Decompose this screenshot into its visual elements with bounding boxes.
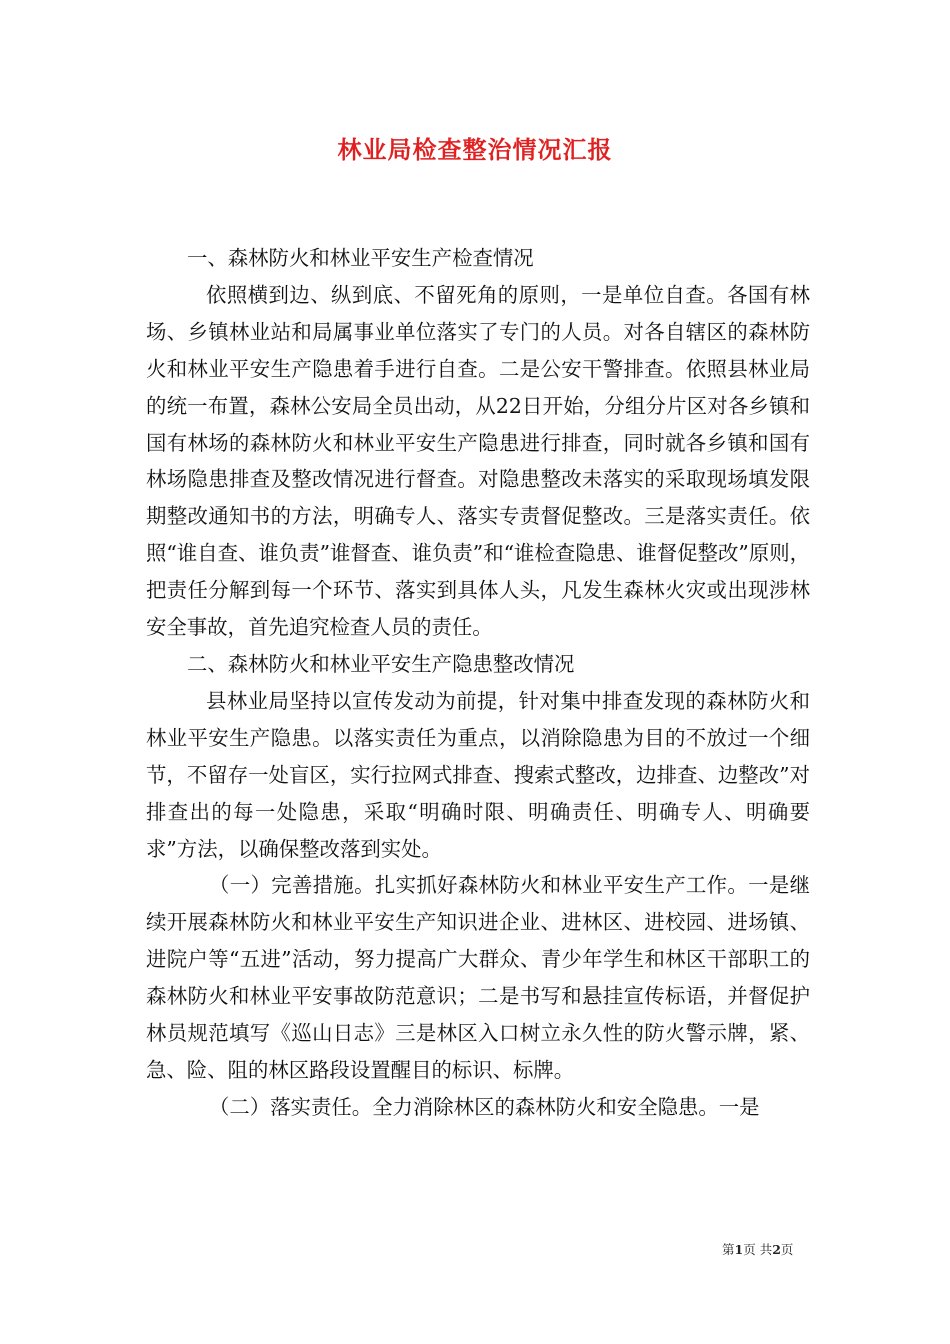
footer-middle: 页 共	[743, 1242, 773, 1257]
subparagraph-improve-measures: （一）完善措施。扎实抓好森林防火和林业平安生产工作。一是继续开展森林防火和林业平安生产知识进企业、进林区、进校园、进场镇、进院户等“五进”活动，努力提高广大群众、青少年学生和林区干部职工的森林防火和林业平安事故防范意识；二是书写和悬挂宣传标语，并督促护林员规范填写《巡山日志》三是林区入口树立永久性的防火警示牌，紧、急、险、阻的林区路段设置醒目的标识、标牌。	[146, 873, 810, 1082]
footer-total-pages: 2	[772, 1242, 781, 1257]
footer-current-page: 1	[734, 1242, 744, 1257]
subparagraph-implement-responsibility: （二）落实责任。全力消除林区的森林防火和安全隐患。一是	[209, 1094, 760, 1119]
section-heading-1: 一、森林防火和林业平安生产检查情况	[187, 246, 534, 270]
document-body	[146, 240, 810, 1126]
document-title: 林业局检查整治情况汇报	[337, 135, 613, 164]
section-heading-2: 二、森林防火和林业平安生产隐患整改情况	[187, 651, 575, 676]
footer-suffix: 页	[780, 1242, 794, 1257]
section-paragraph-2: 县林业局坚持以宣传发动为前提，针对集中排查发现的森林防火和林业平安生产隐患。以落实责任为重点，以消除隐患为目的不放过一个细节，不留存一处盲区，实行拉网式排查、搜索式整改，边排查、边整改”对排查出的每一处隐患，采取“明确时限、明确责任、明确专人、明确要求”方法，以确保整改落到实处。	[146, 688, 810, 861]
footer-prefix: 第	[722, 1242, 735, 1257]
page-footer	[722, 1242, 793, 1258]
section-paragraph-1: 依照横到边、纵到底、不留死角的原则，一是单位自查。各国有林场、乡镇林业站和局属事业单位落实了专门的人员。对各自辖区的森林防火和林业平安生产隐患着手进行自查。二是公安干警排查。依照县林业局的统一布置，森林公安局全员出动，从22日开始，分组分片区对各乡镇和国有林场的森林防火和林业平安生产隐患进行排查，同时就各乡镇和国有林场隐患排查及整改情况进行督查。对隐患整改未落实的采取现场填发限期整改通知书的方法，明确专人、落实专责督促整改。三是落实责任。依照“谁自查、谁负责”谁督查、谁负责”和“谁检查隐患、谁督促整改”原则，把责任分解到每一个环节、落实到具体人头，凡发生森林火灾或出现涉林安全事故，首先追究检查人员的责任。	[146, 282, 810, 640]
